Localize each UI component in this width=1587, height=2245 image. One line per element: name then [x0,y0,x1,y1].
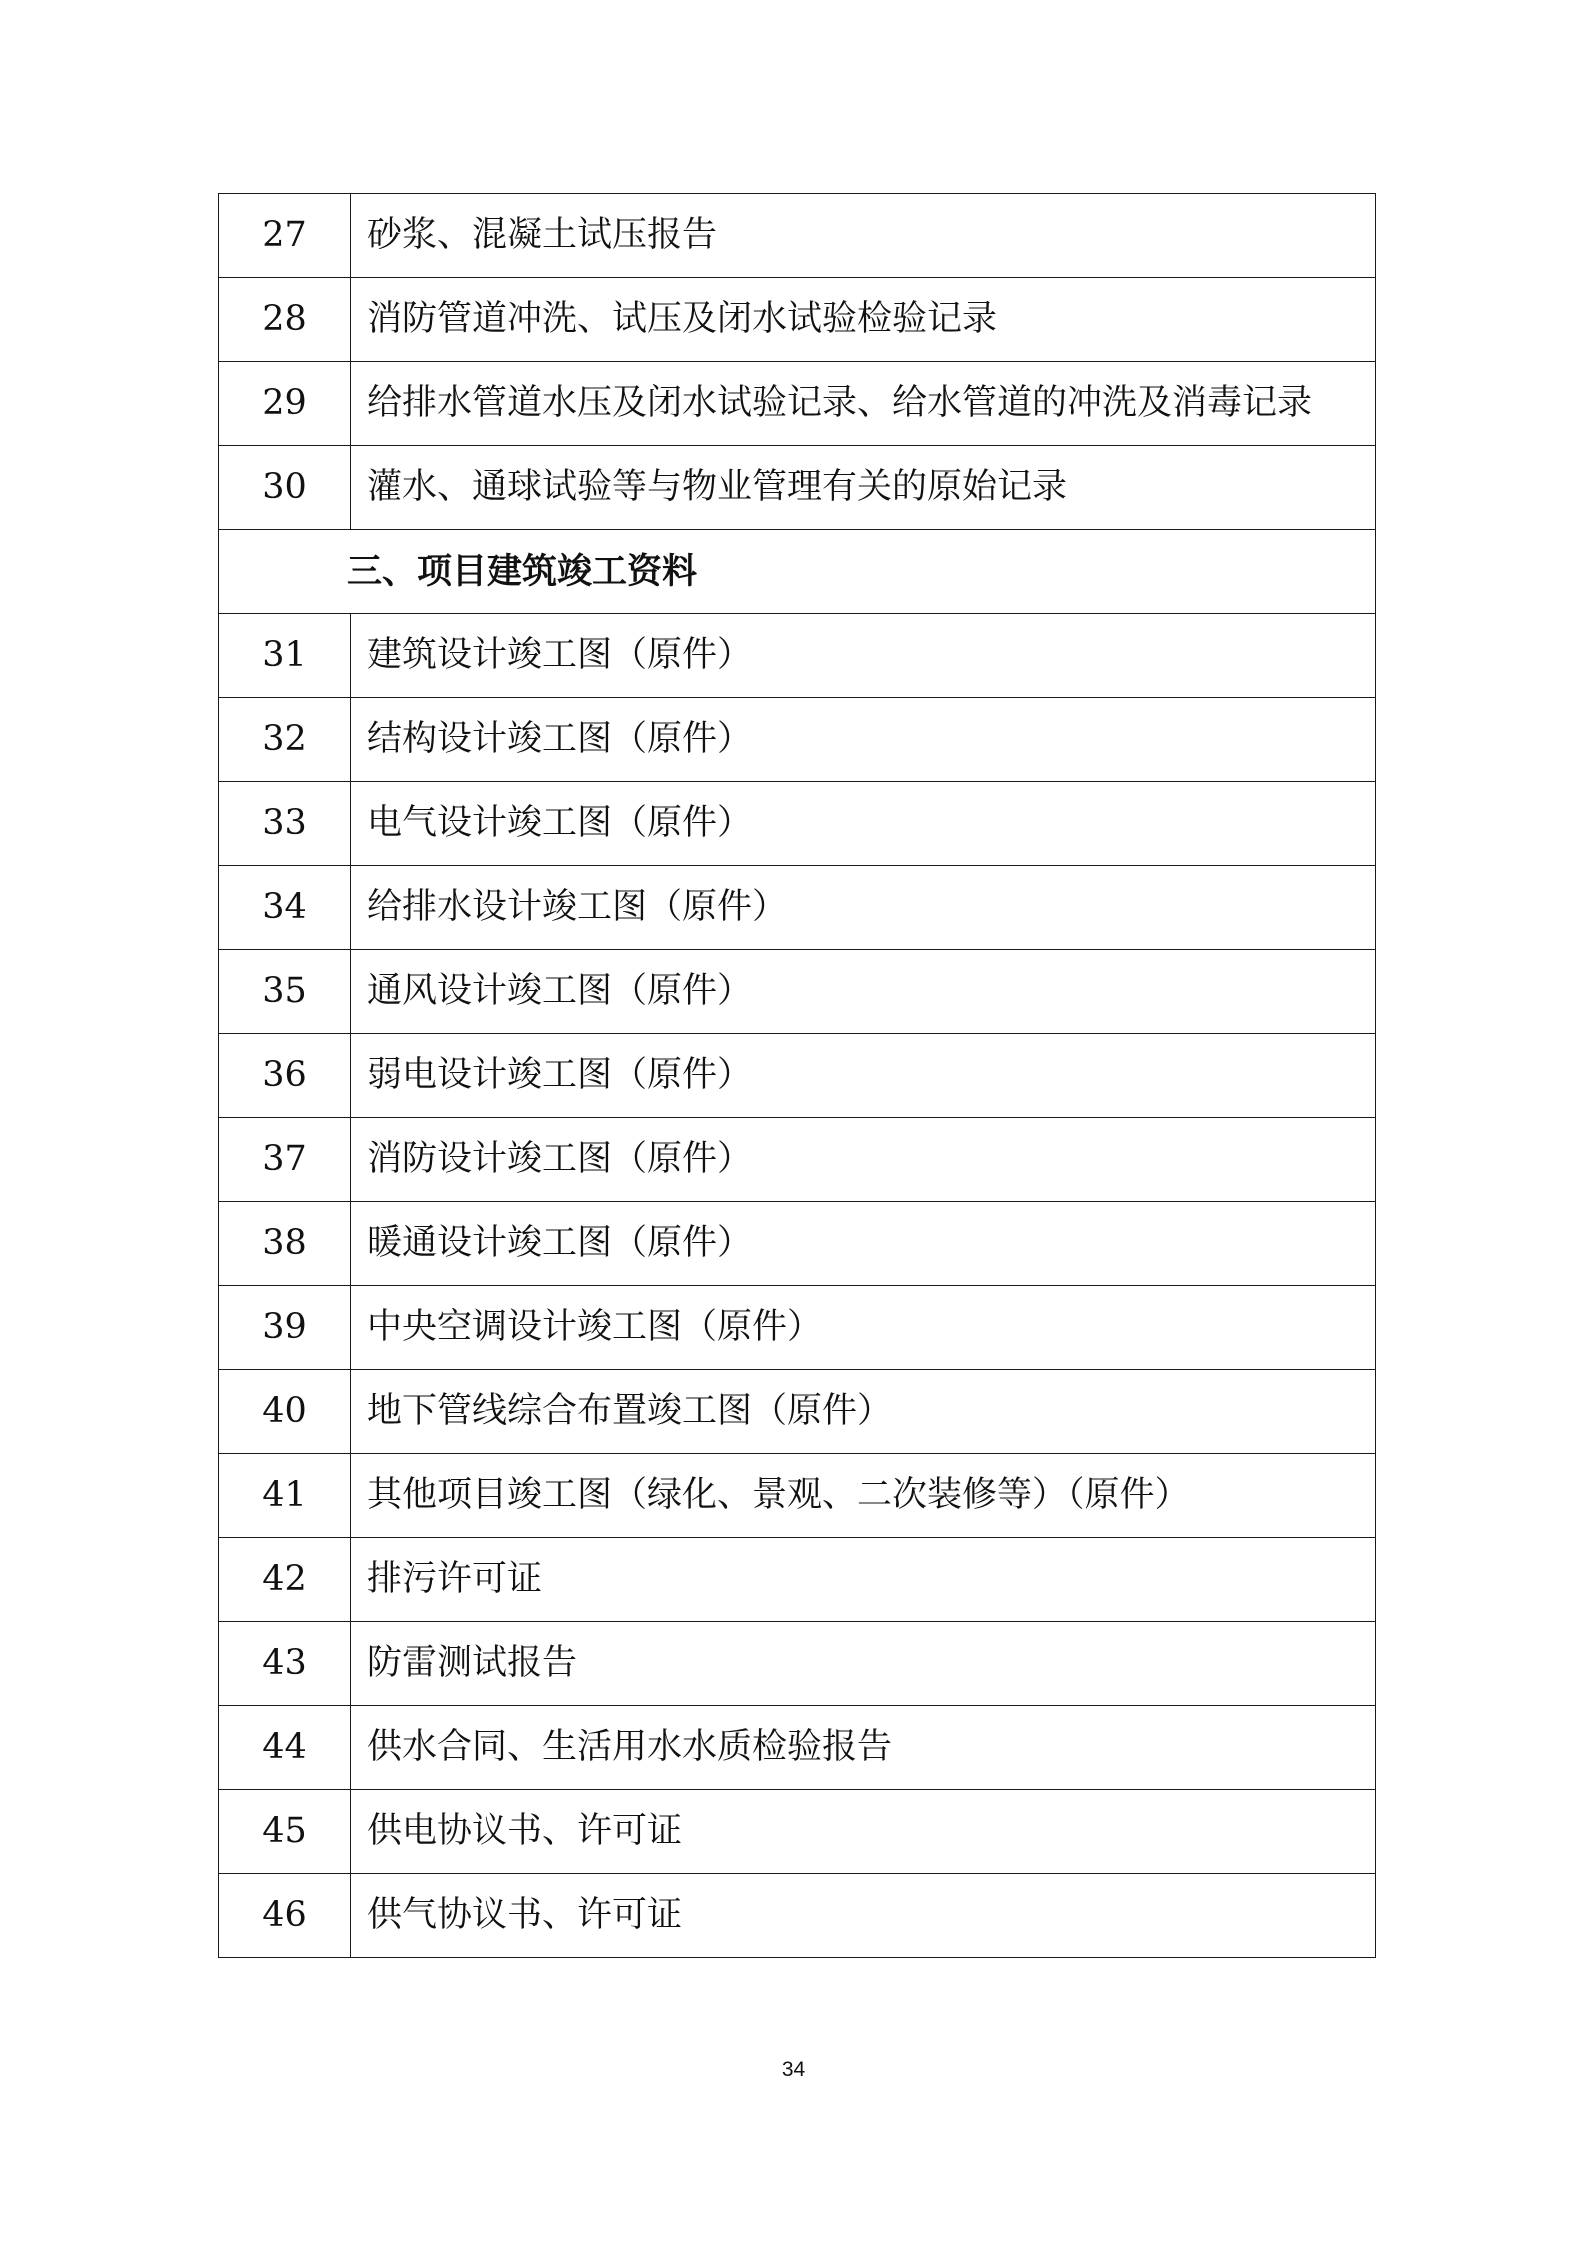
item-description: 消防设计竣工图（原件） [351,1118,1376,1202]
item-number: 30 [219,446,351,530]
item-number: 29 [219,362,351,446]
item-number: 37 [219,1118,351,1202]
item-number: 39 [219,1286,351,1370]
table-row [219,362,1376,446]
item-number: 45 [219,1790,351,1874]
item-number: 41 [219,1454,351,1538]
table-row [219,698,1376,782]
table-row [219,1034,1376,1118]
item-description: 给排水设计竣工图（原件） [351,866,1376,950]
item-number: 34 [219,866,351,950]
table-row [219,1790,1376,1874]
item-description: 暖通设计竣工图（原件） [351,1202,1376,1286]
table-row [219,1370,1376,1454]
item-description: 防雷测试报告 [351,1622,1376,1706]
item-number: 32 [219,698,351,782]
item-description: 建筑设计竣工图（原件） [351,614,1376,698]
item-description: 给排水管道水压及闭水试验记录、给水管道的冲洗及消毒记录 [351,362,1376,446]
table-row [219,950,1376,1034]
item-number: 31 [219,614,351,698]
table-row [219,1286,1376,1370]
table-row [219,1706,1376,1790]
table-row [219,1202,1376,1286]
item-number: 42 [219,1538,351,1622]
document-table [218,193,1376,1958]
item-description: 供电协议书、许可证 [351,1790,1376,1874]
item-number: 28 [219,278,351,362]
item-number: 46 [219,1874,351,1958]
page-number: 34 [781,2058,806,2081]
table-row [219,1874,1376,1958]
item-description: 其他项目竣工图（绿化、景观、二次装修等）（原件） [351,1454,1376,1538]
item-number: 35 [219,950,351,1034]
section-title: 三、项目建筑竣工资料 [219,530,1376,614]
table-row [219,1538,1376,1622]
item-number: 44 [219,1706,351,1790]
item-description: 排污许可证 [351,1538,1376,1622]
item-description: 供气协议书、许可证 [351,1874,1376,1958]
item-description: 中央空调设计竣工图（原件） [351,1286,1376,1370]
item-description: 通风设计竣工图（原件） [351,950,1376,1034]
item-description: 砂浆、混凝土试压报告 [351,194,1376,278]
item-number: 40 [219,1370,351,1454]
table-row [219,782,1376,866]
item-number: 33 [219,782,351,866]
item-description: 地下管线综合布置竣工图（原件） [351,1370,1376,1454]
item-number: 36 [219,1034,351,1118]
item-description: 结构设计竣工图（原件） [351,698,1376,782]
item-description: 供水合同、生活用水水质检验报告 [351,1706,1376,1790]
table-row [219,194,1376,278]
item-description: 灌水、通球试验等与物业管理有关的原始记录 [351,446,1376,530]
item-description: 弱电设计竣工图（原件） [351,1034,1376,1118]
table-row [219,866,1376,950]
item-number: 38 [219,1202,351,1286]
item-number: 27 [219,194,351,278]
table-row [219,1622,1376,1706]
table-body [219,194,1376,1958]
table-row [219,1118,1376,1202]
section-header-row [219,530,1376,614]
item-description: 电气设计竣工图（原件） [351,782,1376,866]
table-row [219,446,1376,530]
table-row [219,278,1376,362]
table-row [219,1454,1376,1538]
item-number: 43 [219,1622,351,1706]
table-row [219,614,1376,698]
item-description: 消防管道冲洗、试压及闭水试验检验记录 [351,278,1376,362]
